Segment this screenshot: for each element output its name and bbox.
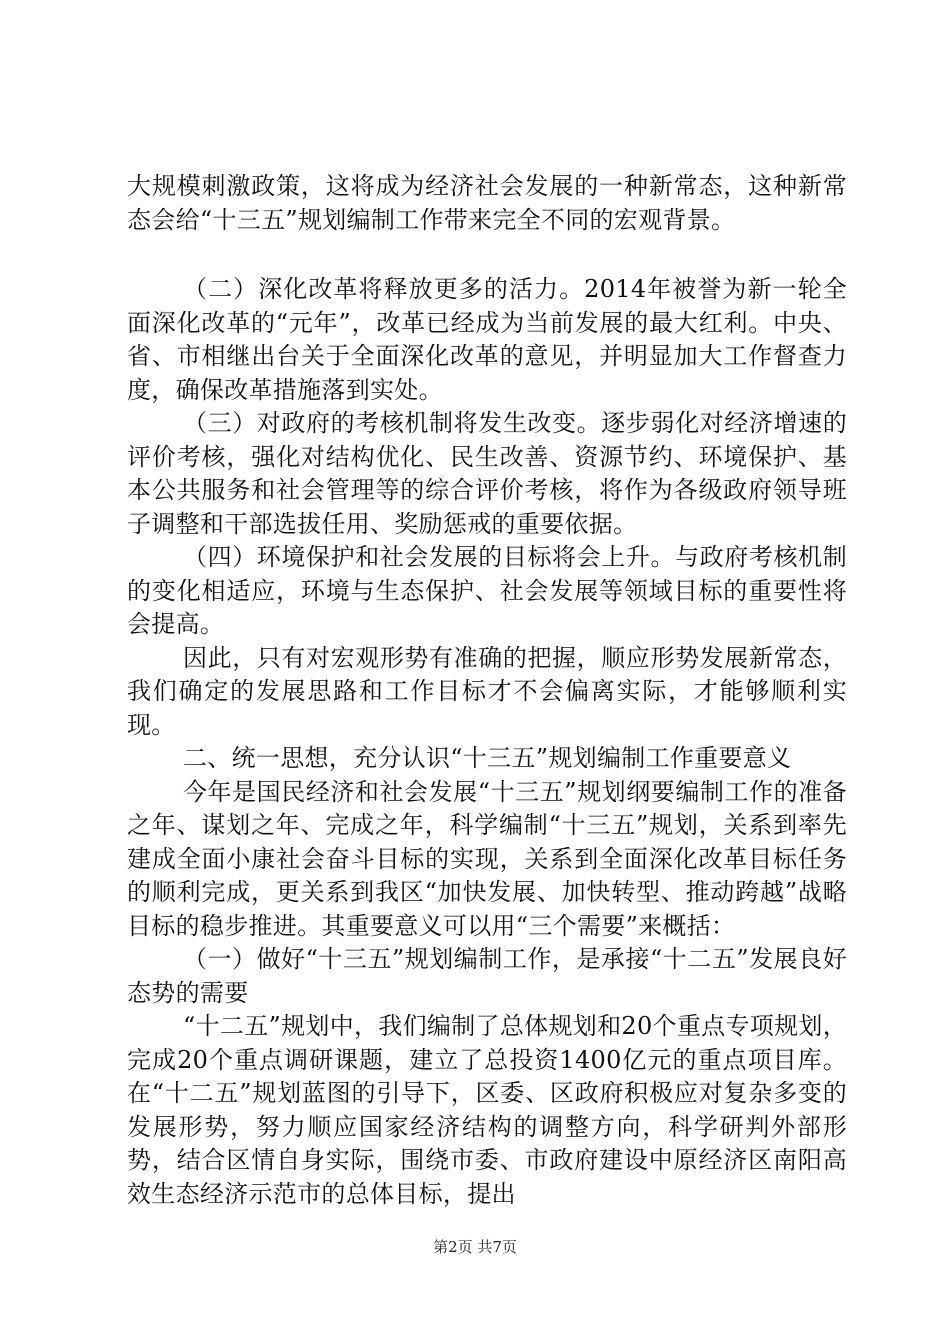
paragraph-environment-goals: （四）环境保护和社会发展的目标将会上升。与政府考核机制的变化相适应，环境与生态保护、社会发展等领域目标的重要性将会提高。 [127,543,847,638]
paragraph-deepen-reform: （二）深化改革将释放更多的活力。2014年被誉为新一轮全面深化改革的“元年”，改革已经成为当前发展的最大红利。中央、省、市相继出台关于全面深化改革的意见，并明显加大工作督查力度，确保改革措施落到实处。 [127,275,847,404]
paragraph-continuation: 大规模刺激政策，这将成为经济社会发展的一种新常态，这种新常态会给“十三五”规划编制工作带来完全不同的宏观背景。 [127,172,847,234]
page-number-footer: 第2页 共7页 [433,1238,517,1256]
paragraph-assessment-mechanism: （三）对政府的考核机制将发生改变。逐步弱化对经济增速的评价考核，强化对结构优化、民生改善、资源节约、环境保护、基本公共服务和社会管理等的综合评价考核，将作为各级政府领导班子调整和干部选拔任用、奖励惩戒的重要依据。 [127,409,847,538]
section-heading-two: 二、统一思想，充分认识“十三五”规划编制工作重要意义 [183,744,792,772]
document-body [127,170,847,1211]
paragraph-this-year: 今年是国民经济和社会发展“十三五”规划纲要编制工作的准备之年、谋划之年、完成之年，科学编制“十三五”规划，关系到率先建成全面小康社会奋斗目标的实现，关系到全面深化改革目标任务的顺利完成，更关系到我区“加快发展、加快转型、推动跨越”战略目标的稳步推进。其重要意义可以用“三个需要”来概括： [127,777,847,940]
paragraph-therefore: 因此，只有对宏观形势有准确的把握，顺应形势发展新常态，我们确定的发展思路和工作目标才不会偏离实际，才能够顺利实现。 [127,643,847,739]
subheading-one: （一）做好“十三五”规划编制工作，是承接“十二五”发展良好态势的需要 [127,945,847,1007]
paragraph-twelfth-plan: “十二五”规划中，我们编制了总体规划和20个重点专项规划，完成20个重点调研课题，建立了总投资1400亿元的重点项目库。在“十二五”规划蓝图的引导下，区委、区政府积极应对复杂多变的发展形势，努力顺应国家经济结构的调整方向，科学研判外部形势，结合区情自身实际，围绕市委、市政府建设中原经济区南阳高效生态经济示范市的总体目标，提出 [127,1012,847,1208]
